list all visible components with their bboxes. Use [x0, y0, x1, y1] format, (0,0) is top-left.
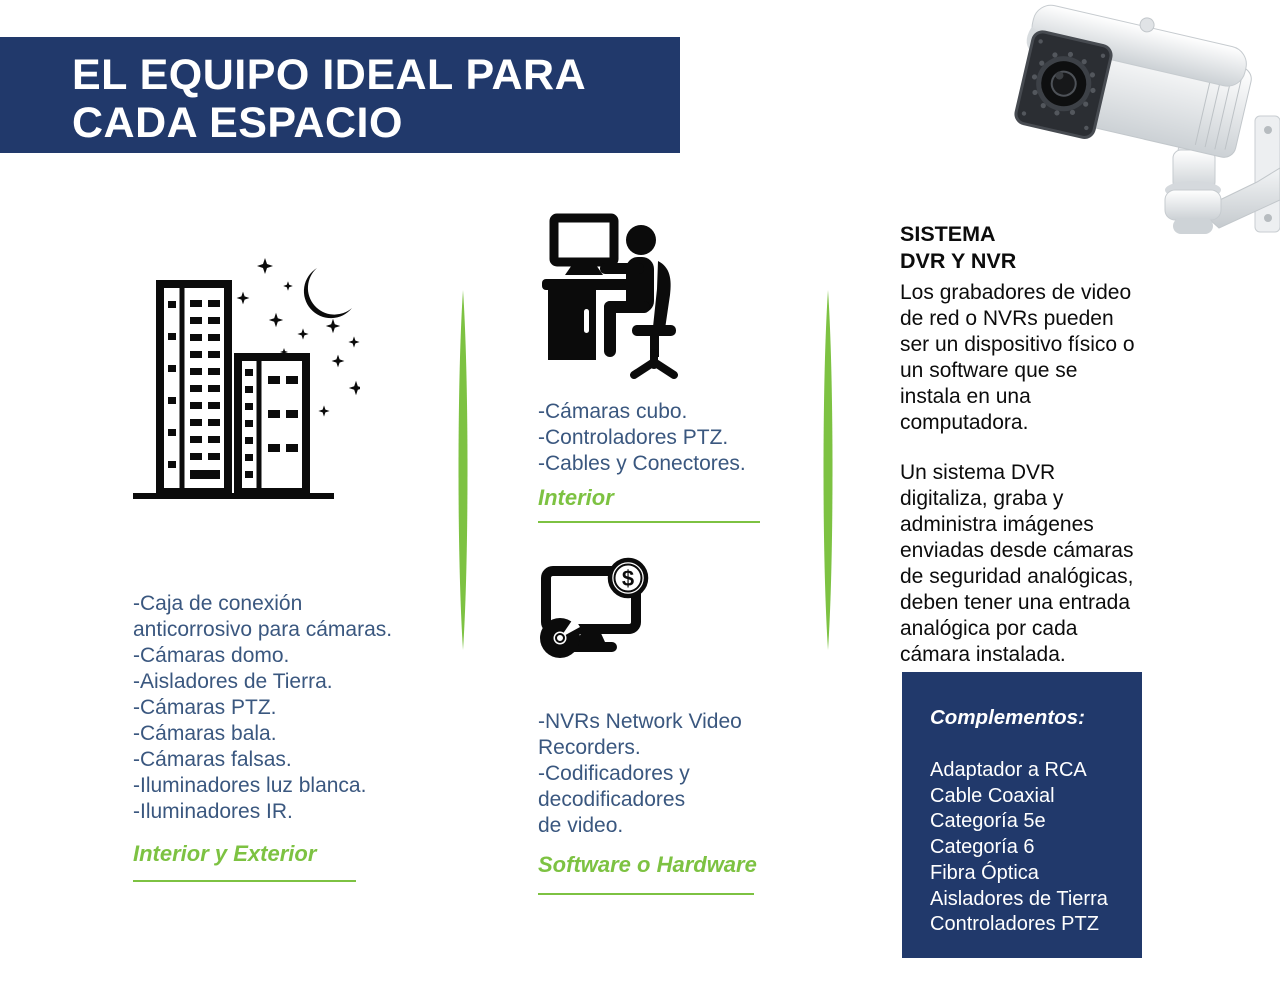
- category-label-software-hardware: Software o Hardware: [538, 852, 757, 877]
- list-line: -Cámaras cubo.: [538, 400, 688, 423]
- list-line: decodificadores: [538, 788, 686, 811]
- page-title-line1: EL EQUIPO IDEAL PARA: [72, 51, 587, 99]
- paragraph-line: ser un dispositivo físico o: [900, 333, 1135, 356]
- list-line: -Cámaras domo.: [133, 644, 290, 667]
- paragraph-line: digitaliza, graba y: [900, 487, 1064, 510]
- complements-box: [902, 672, 1142, 958]
- complements-list: [930, 758, 1132, 938]
- paragraph-line: Un sistema DVR: [900, 461, 1056, 484]
- paragraph-line: deben tener una entrada: [900, 591, 1131, 614]
- list-line: anticorrosivo para cámaras.: [133, 618, 393, 641]
- list-line: -Cámaras PTZ.: [133, 696, 277, 719]
- section-heading-dvr-nvr: [900, 221, 1016, 275]
- paragraph-line: instala en una: [900, 385, 1031, 408]
- list-line: -Aisladores de Tierra.: [133, 670, 333, 693]
- equipment-list-interior-exterior: [133, 591, 392, 825]
- person-at-desk-icon: [540, 213, 690, 381]
- paragraph-line: analógica por cada: [900, 617, 1078, 640]
- paragraph-line: de red o NVRs pueden: [900, 307, 1114, 330]
- leaf-divider-left: [457, 290, 469, 650]
- paragraph-dvr-description: [900, 460, 1134, 668]
- buildings-night-icon: [128, 256, 360, 501]
- category-label-interior: Interior: [538, 485, 614, 510]
- heading-line2: DVR Y NVR: [900, 249, 1017, 273]
- paragraph-line: enviadas desde cámaras: [900, 539, 1134, 562]
- list-line: -Controladores PTZ.: [538, 426, 729, 449]
- category-label-interior-exterior: Interior y Exterior: [133, 841, 317, 866]
- list-line: -NVRs Network Video: [538, 710, 742, 733]
- list-line: -Iluminadores luz blanca.: [133, 774, 367, 797]
- underline-divider: [538, 893, 754, 895]
- underline-divider: [133, 880, 356, 882]
- paragraph-line: un software que se: [900, 359, 1078, 382]
- equipment-list-software-hardware: [538, 709, 742, 839]
- list-line: -Codificadores y: [538, 762, 690, 785]
- list-line: -Cámaras bala.: [133, 722, 277, 745]
- header-banner: [0, 37, 680, 153]
- complement-item: Categoría 6: [930, 836, 1035, 859]
- list-line: -Cámaras falsas.: [133, 748, 292, 771]
- complement-item: Cable Coaxial: [930, 784, 1055, 807]
- complement-item: Categoría 5e: [930, 810, 1046, 833]
- security-camera-photo: [985, 0, 1280, 240]
- paragraph-line: Los grabadores de video: [900, 281, 1132, 304]
- list-line: -Caja de conexión: [133, 592, 303, 615]
- paragraph-nvr-description: [900, 280, 1135, 436]
- complement-item: Fibra Óptica: [930, 861, 1039, 884]
- page-title-line2: CADA ESPACIO: [72, 99, 403, 147]
- paragraph-line: administra imágenes: [900, 513, 1094, 536]
- security-camera-icon: [985, 0, 1280, 240]
- dollar-glyph: $: [621, 566, 635, 591]
- paragraph-line: computadora.: [900, 411, 1029, 434]
- complements-title: Complementos:: [930, 706, 1085, 729]
- paragraph-line: de seguridad analógicas,: [900, 565, 1134, 588]
- list-line: Recorders.: [538, 736, 641, 759]
- complement-item: Aisladores de Tierra: [930, 887, 1108, 910]
- heading-line1: SISTEMA: [900, 222, 996, 246]
- list-line: de video.: [538, 814, 624, 837]
- leaf-divider-right: [822, 290, 834, 650]
- complement-item: Controladores PTZ: [930, 913, 1099, 936]
- underline-divider: [538, 521, 760, 523]
- list-line: -Cables y Conectores.: [538, 452, 746, 475]
- list-line: -Iluminadores IR.: [133, 800, 293, 823]
- paragraph-line: cámara instalada.: [900, 643, 1066, 666]
- monitor-dollar-disc-icon: [540, 557, 652, 674]
- equipment-list-interior: [538, 399, 746, 477]
- moon-icon: [304, 268, 352, 318]
- complement-item: Adaptador a RCA: [930, 759, 1087, 781]
